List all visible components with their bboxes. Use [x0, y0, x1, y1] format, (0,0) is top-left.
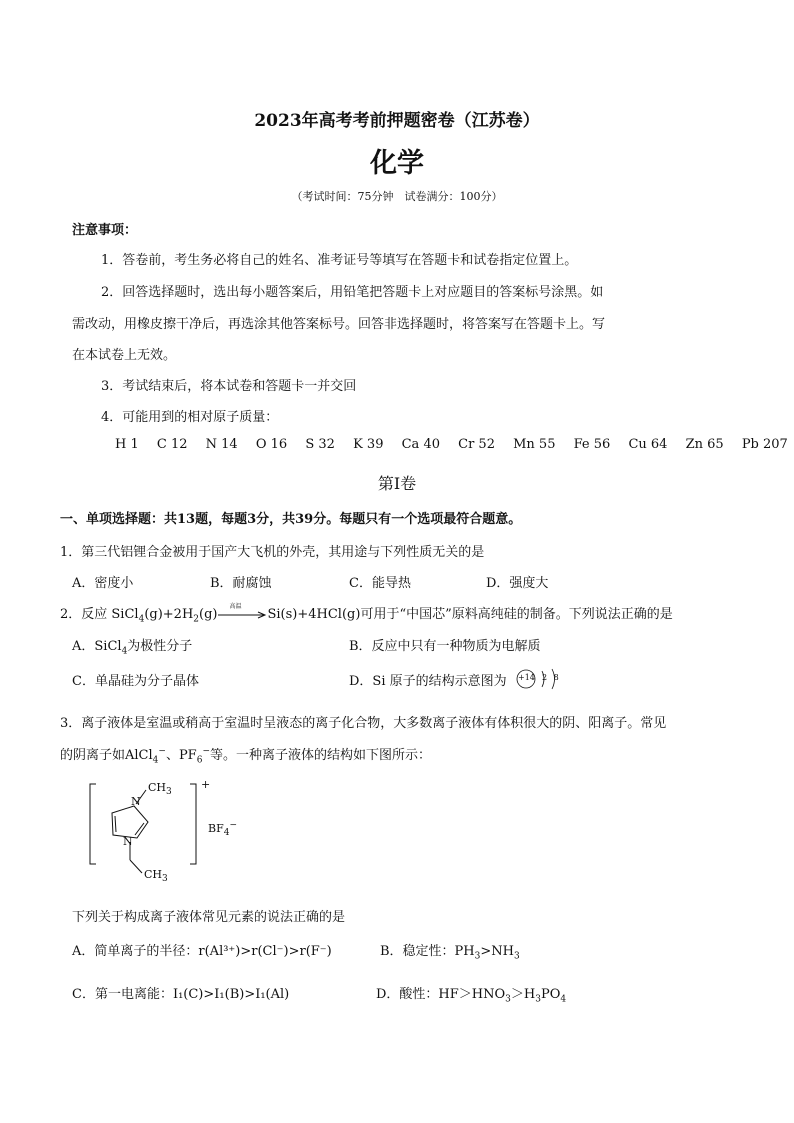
si-atom-diagram	[513, 664, 561, 694]
anion-sub: 4	[223, 828, 230, 839]
q3-stem-line-1: 3．离子液体是室温或稍高于室温时呈液态的离子化合物，大多数离子液体有体积很大的阴、阳离子。常见	[60, 716, 667, 731]
q2-eq-part: Si(s)+4HCl(g)	[267, 607, 361, 622]
q3-sub: 4	[560, 994, 567, 1005]
q2-suffix: 可用于“中国芯”原料高纯硅的制备。下列说法正确的是	[360, 607, 673, 622]
methyl-text: CH	[144, 868, 163, 881]
mass-c: C 12	[156, 437, 188, 452]
q2-sub: 4	[121, 646, 128, 657]
q3-sub: 4	[152, 755, 159, 766]
mass-ca: Ca 40	[401, 437, 440, 452]
q2-eq-part: (g)	[199, 607, 218, 622]
nitrogen-label-bottom: N	[123, 835, 133, 848]
q3-stem-part: 的阴离子如AlCl	[60, 748, 153, 763]
methyl-sub: 3	[166, 787, 172, 798]
note-item-2-line-1: 2．回答选择题时，选出每小题答案后，用铅笔把答题卡上对应题目的答案标号涂黑。如	[101, 285, 604, 300]
q2-sub: 2	[193, 614, 200, 625]
q3-sub: 6	[196, 755, 203, 766]
anion-label	[208, 820, 237, 839]
mass-o: O 16	[255, 437, 288, 452]
paper-title: 2023年高考考前押题密卷（江苏卷）	[254, 111, 540, 131]
note-item-2-line-3: 在本试卷上无效。	[72, 348, 177, 363]
note-item-3: 3．考试结束后，将本试卷和答题卡一并交回	[101, 379, 357, 394]
q2-option-b: B．反应中只有一种物质为电解质	[349, 639, 541, 654]
atomic-masses	[115, 437, 794, 452]
q1-stem: 1．第三代铝锂合金被用于国产大飞机的外壳，其用途与下列性质无关的是	[60, 545, 485, 560]
mass-k: K 39	[353, 437, 384, 452]
q2-option-a	[72, 635, 193, 657]
q2-stem	[60, 602, 673, 625]
mass-cr: Cr 52	[458, 437, 495, 452]
q3-option-d-part: D．酸性：HF＞HNO	[376, 987, 506, 1002]
q2-prefix: 2．反应	[60, 607, 112, 622]
q3-sub: 3	[513, 951, 520, 962]
methyl-text: CH	[148, 781, 167, 794]
mass-s: S 32	[305, 437, 335, 452]
subject-title: 化学	[370, 148, 424, 179]
q3-stem-part: 等。一种离子液体的结构如下图所示：	[210, 748, 432, 763]
mass-n: N 14	[205, 437, 238, 452]
mass-h: H 1	[115, 437, 139, 452]
q3-sub: 3	[535, 994, 541, 1005]
anion-text: BF	[208, 822, 224, 835]
mass-zn: Zn 65	[685, 437, 724, 452]
mass-pb: Pb 207	[741, 437, 788, 452]
atom-nucleus-label: +14	[518, 673, 535, 682]
q2-option-a-part: A．SiCl	[72, 639, 122, 654]
q3-question: 下列关于构成离子液体常见元素的说法正确的是	[72, 910, 346, 925]
notes-heading: 注意事项：	[72, 223, 138, 238]
mass-fe: Fe 56	[573, 437, 611, 452]
note-item-1: 1．答卷前，考生务必将自己的姓名、准考证号等填写在答题卡和试卷指定位置上。	[101, 253, 578, 268]
mass-mn: Mn 55	[513, 437, 556, 452]
q1-option-c: C．能导热	[349, 576, 411, 591]
note-item-2-line-2: 需改动，用橡皮擦干净后，再选涂其他答案标号。回答非选择题时，将答案写在答题卡上。写	[72, 317, 606, 332]
methyl-label-bottom	[144, 868, 168, 885]
q2-option-a-part: 为极性分子	[127, 639, 193, 654]
q3-option-b-part: B．稳定性：PH	[380, 944, 475, 959]
note-item-4: 4．可能用到的相对原子质量：	[101, 410, 279, 425]
section-instruction: 一、单项选择题：共13题，每题3分，共39分。每题只有一个选项最符合题意。	[60, 512, 522, 527]
cation-charge: +	[201, 778, 211, 791]
q1-option-a: A．密度小	[72, 576, 134, 591]
methyl-sub: 3	[162, 874, 168, 885]
atom-shell-electrons: 2 8	[542, 673, 561, 682]
q3-option-d-part: PO	[540, 987, 561, 1002]
q3-option-c: C．第一电离能：I₁(C)>I₁(B)>I₁(Al)	[72, 987, 290, 1002]
q3-sup: −	[158, 746, 166, 757]
q3-option-a: A．简单离子的半径：r(Al³⁺)>r(Cl⁻)>r(F⁻)	[72, 944, 332, 959]
mass-cu: Cu 64	[628, 437, 668, 452]
anion-sup: −	[229, 820, 237, 831]
q2-option-c: C．单晶硅为分子晶体	[72, 674, 199, 689]
q3-sub: 3	[505, 994, 511, 1005]
nitrogen-label-top: N	[131, 795, 141, 808]
q3-sup: −	[202, 746, 210, 757]
section-title: 第Ⅰ卷	[377, 474, 417, 493]
q3-stem-part: 、PF	[165, 748, 197, 763]
q1-option-d: D．强度大	[486, 576, 549, 591]
exam-info: （考试时间：75分钟 试卷满分：100分）	[291, 190, 503, 203]
q2-sub: 4	[138, 614, 145, 625]
q3-option-b-part: >NH	[480, 944, 514, 959]
q3-option-d	[376, 983, 567, 1005]
q2-option-d: D．Si 原子的结构示意图为	[349, 674, 507, 689]
methyl-label-top	[148, 781, 172, 798]
q2-eq-part: (g)+2H	[144, 607, 194, 622]
ionic-liquid-structure	[88, 778, 258, 890]
reaction-condition: 高温	[229, 602, 242, 610]
q3-stem-line-2	[60, 744, 432, 766]
q2-eq-part: SiCl	[111, 607, 139, 622]
q1-option-b: B．耐腐蚀	[210, 576, 272, 591]
q3-option-b	[380, 940, 520, 962]
reaction-arrow	[217, 602, 267, 621]
q3-option-d-part: ＞H	[510, 987, 536, 1002]
q3-sub: 3	[474, 951, 481, 962]
